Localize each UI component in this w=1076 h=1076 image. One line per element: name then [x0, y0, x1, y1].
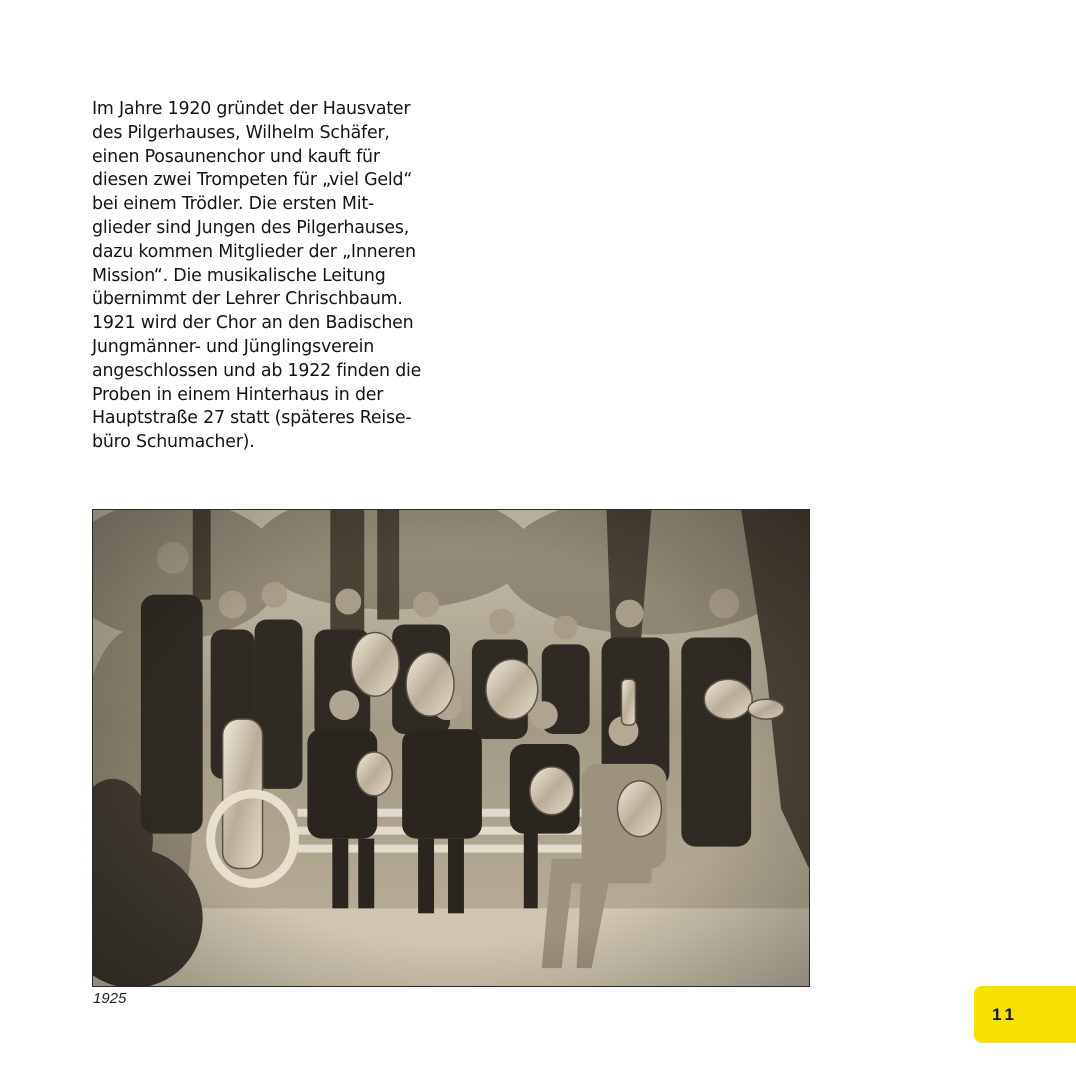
article-line: angeschlossen und ab 1922 finden die — [92, 360, 422, 381]
article-line: 1921 wird der Chor an den Badischen — [92, 313, 414, 334]
article-line: bei einem Trödler. Die ersten Mit- — [92, 194, 375, 215]
article-line: büro Schumacher). — [92, 432, 255, 453]
article-line: des Pilgerhauses, Wilhelm Schäfer, — [92, 122, 390, 143]
article-line: Hauptstraße 27 statt (späteres Reise- — [92, 408, 412, 429]
band-photo-illustration — [93, 510, 809, 986]
article-line: Jungmänner- und Jünglingsverein — [92, 336, 375, 357]
article-line: dazu kommen Mitglieder der „Inneren — [92, 241, 416, 262]
page-number-tab — [974, 986, 1076, 1043]
article-line: übernimmt der Lehrer Chrischbaum. — [92, 289, 403, 310]
article-line: diesen zwei Trompeten für „viel Geld“ — [92, 170, 413, 191]
article-line: Mission“. Die musikalische Leitung — [92, 265, 386, 286]
article-line: Proben in einem Hinterhaus in der — [92, 384, 384, 405]
page-number: 11 — [992, 1004, 1018, 1024]
article-line: Im Jahre 1920 gründet der Hausvater — [92, 99, 411, 119]
article-text — [92, 98, 452, 455]
historic-band-photo — [92, 509, 810, 987]
article-line: glieder sind Jungen des Pilgerhauses, — [92, 217, 410, 238]
article-line: einen Posaunenchor und kauft für — [92, 146, 380, 167]
photo-caption: 1925 — [93, 990, 127, 1007]
